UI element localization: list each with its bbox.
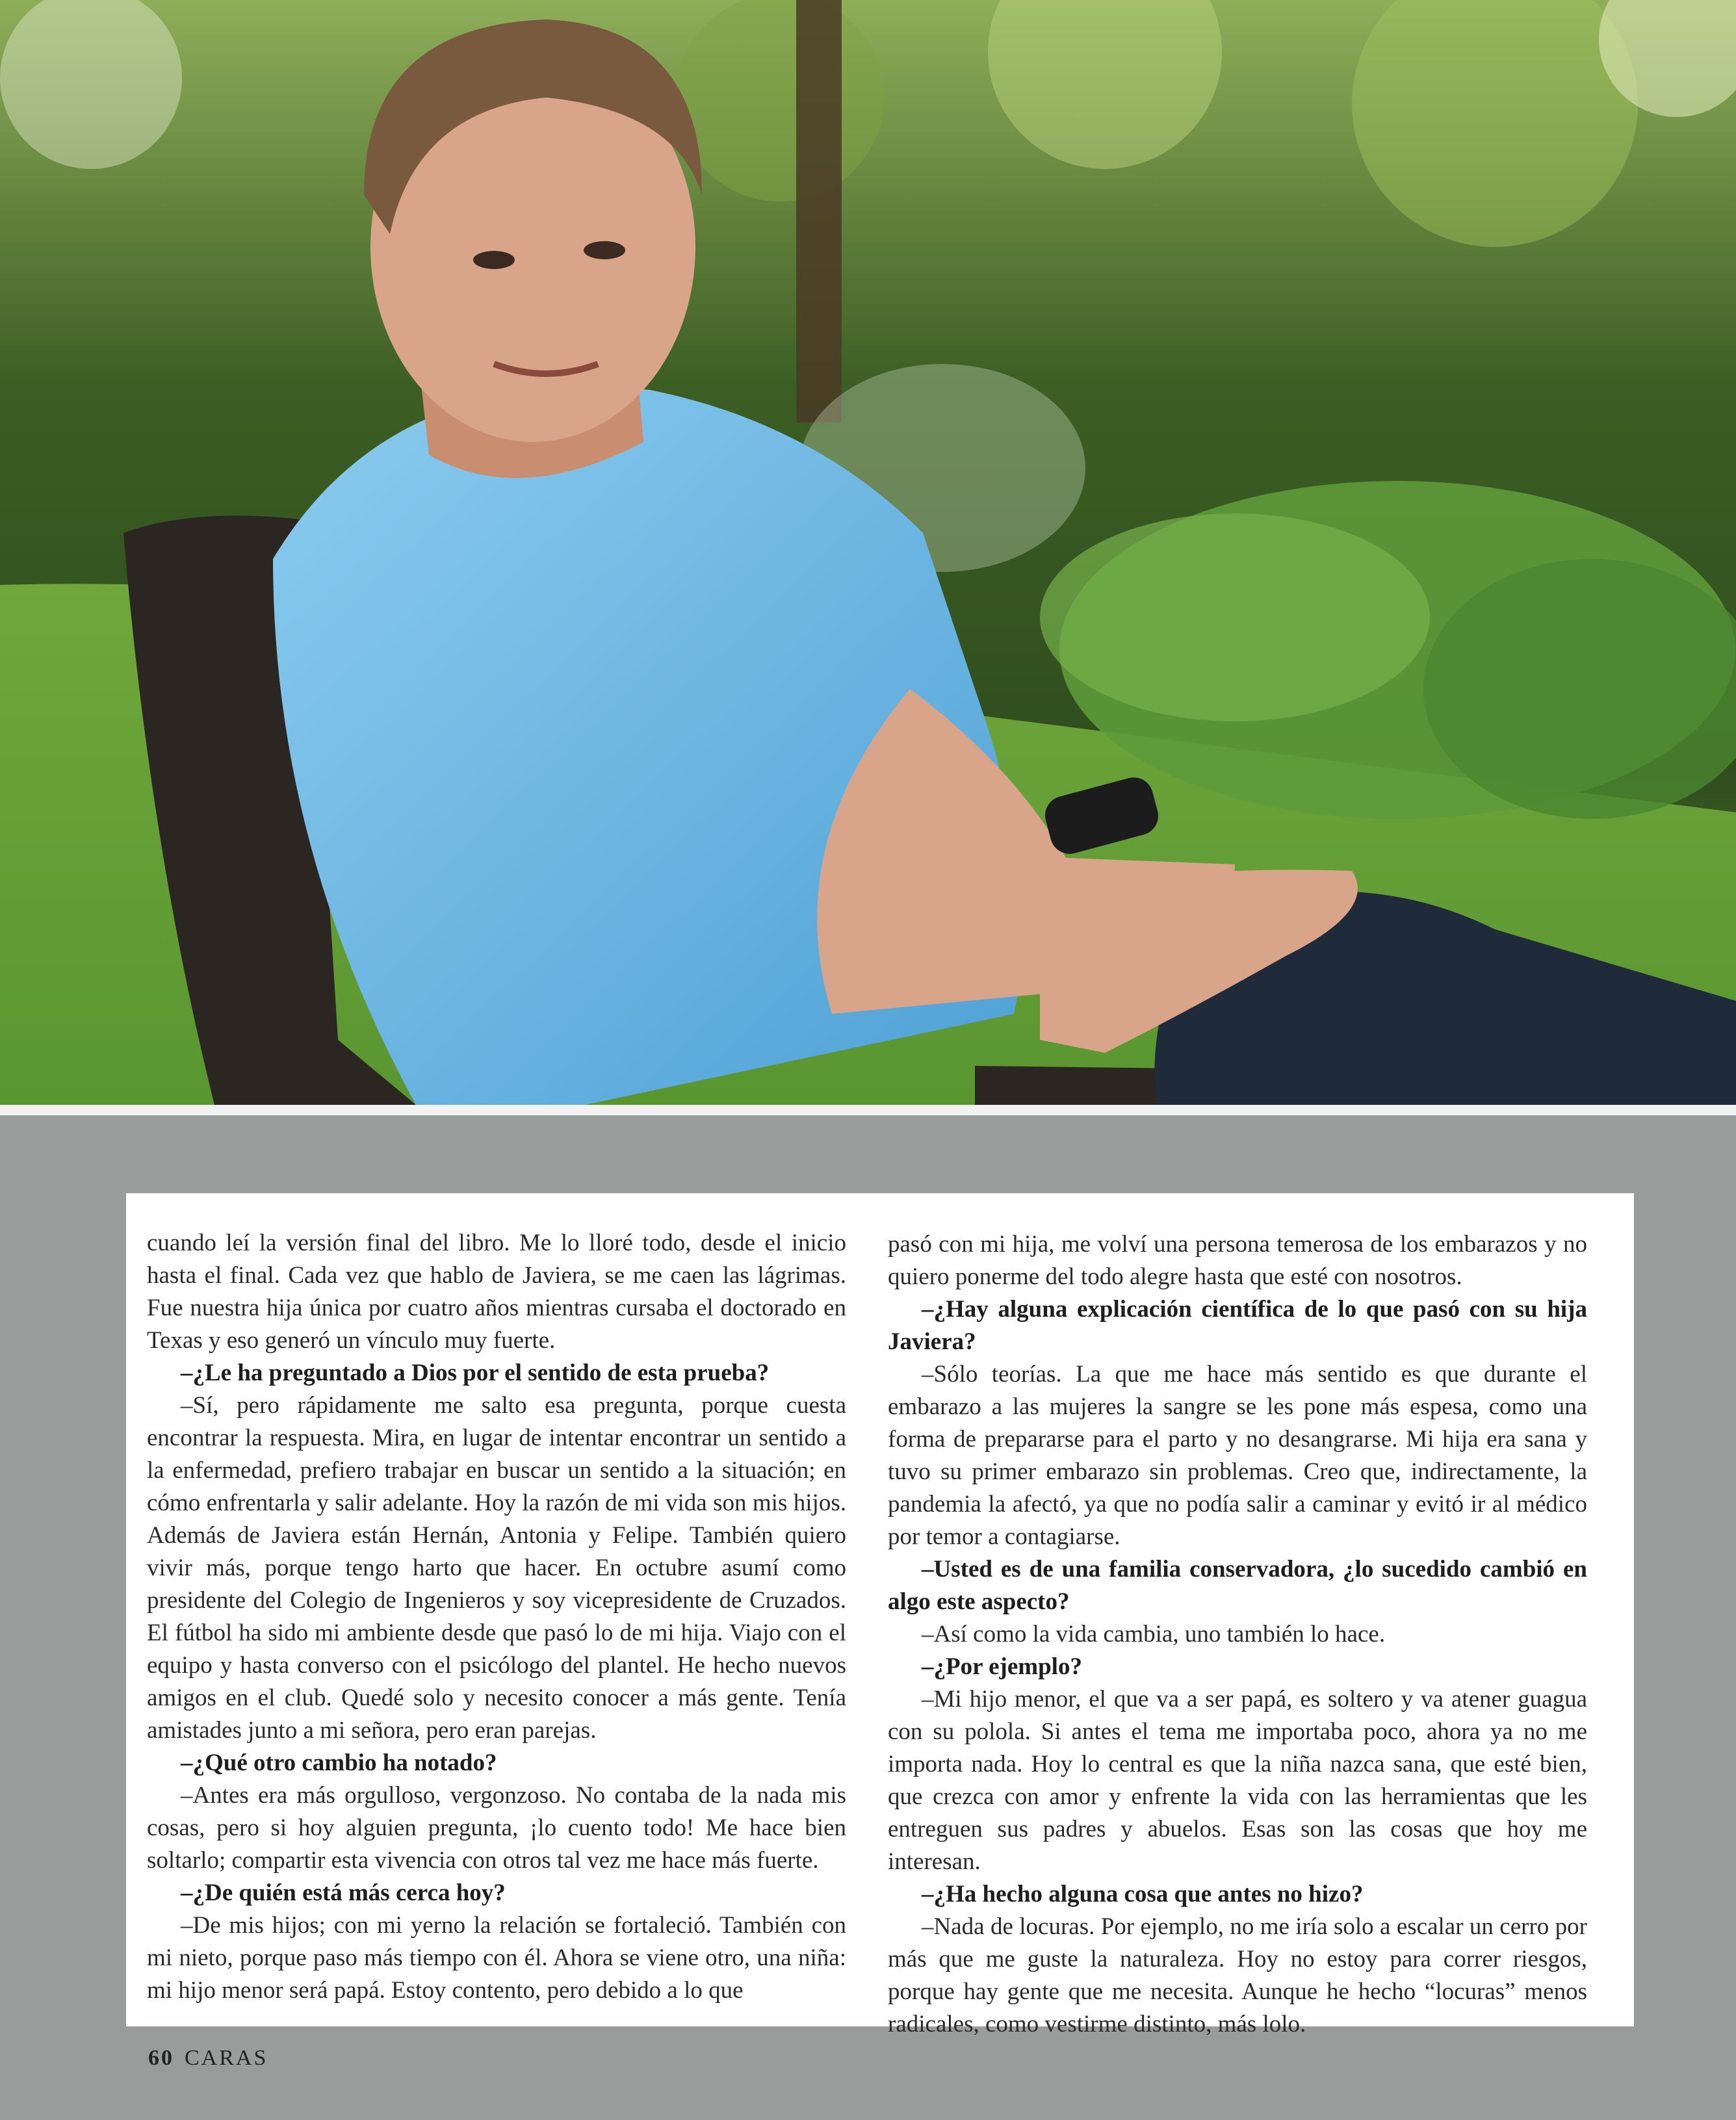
page-number: 60 xyxy=(148,2046,174,2070)
interview-answer: –Mi hijo menor, el que va a ser papá, es soltero y va atener guagua con su polola. Si antes el tema me importaba poco, ahora ya no me importa nada. Hoy lo central es que la niña nazca sana, que esté bien, que crezca con amor y enfrente la vida con las herramientas que les entreguen sus padres y abuelos. Esas son las cosas que hoy me interesan. xyxy=(888,1686,1587,1875)
article-text-box xyxy=(126,1193,1634,2037)
paragraph: pasó con mi hija, me volví una persona temerosa de los embarazos y no quiero ponerme del todo alegre hasta que esté con nosotros. xyxy=(888,1231,1587,1290)
interview-question: –¿De quién está más cerca hoy? xyxy=(181,1880,506,1906)
interview-answer: –De mis hijos; con mi yerno la relación se fortaleció. También con mi nieto, porque paso más tiempo con él. Ahora se viene otro, una niña: mi hijo menor será papá. Estoy contento, pero debido a lo que xyxy=(147,1912,846,2004)
interview-answer: –Antes era más orgulloso, vergonzoso. No contaba de la nada mis cosas, pero si hoy alguien pregunta, ¡lo cuento todo! Me hace bien soltarlo; compartir esta vivencia con otros tal vez me hace más fuerte. xyxy=(147,1782,846,1874)
right-column xyxy=(888,1228,1587,2041)
interview-answer: –Así como la vida cambia, uno también lo hace. xyxy=(922,1621,1386,1648)
left-column xyxy=(147,1227,846,2007)
page-folio xyxy=(148,2046,268,2071)
magazine-name: CARAS xyxy=(185,2046,268,2070)
interview-question: –¿Qué otro cambio ha notado? xyxy=(181,1750,497,1776)
interview-answer: –Sólo teorías. La que me hace más sentido es que durante el embarazo a las mujeres la sangre se les pone más espesa, como una forma de prepararse para el parto y no desangrarse. Mi hija era sana y tuvo su primer embarazo sin problemas. Creo que, indirectamente, la pandemia la afectó, ya que no podía salir a caminar y evitó ir al médico por temor a contagiarse. xyxy=(888,1361,1587,1550)
interview-answer: –Sí, pero rápidamente me salto esa pregunta, porque cuesta encontrar la respuesta. Mira, en lugar de intentar encontrar un sentido a la enfermedad, prefiero trabajar en buscar un sentido a la situación; en cómo enfrentarla y salir adelante. Hoy la razón de mi vida son mis hijos. Además de Javiera están Hernán, Antonia y Felipe. También quiero vivir más, porque tengo harto que hacer. En octubre asumí como presidente del Colegio de Ingenieros y soy vicepresidente de Cruzados. El fútbol ha sido mi ambiente desde que pasó lo de mi hija. Viajo con el equipo y hasta converso con el psicólogo del plantel. He hecho nuevos amigos en el club. Quedé solo y necesito conocer a más gente. Tenía amistades junto a mi señora, pero eran parejas. xyxy=(147,1392,846,1744)
interview-question: –¿Hay alguna explicación científica de lo que pasó con su hija Javiera? xyxy=(888,1296,1587,1355)
interview-question: –¿Le ha preguntado a Dios por el sentido de esta prueba? xyxy=(181,1360,770,1386)
interview-answer: –Nada de locuras. Por ejemplo, no me iría solo a escalar un cerro por más que me guste la naturaleza. Hoy no estoy para correr riesgos, porque hay gente que me necesita. Aunque he hecho “locuras” menos radicales, como vestirme distinto, más lolo. xyxy=(888,1913,1587,2037)
interview-question: –Usted es de una familia conservadora, ¿lo sucedido cambió en algo este aspecto? xyxy=(888,1556,1587,1615)
interview-question: –¿Ha hecho alguna cosa que antes no hizo? xyxy=(922,1881,1364,1907)
interview-question: –¿Por ejemplo? xyxy=(922,1653,1082,1680)
photo-border xyxy=(0,1105,1736,1115)
paragraph: cuando leí la versión final del libro. Me lo lloré todo, desde el inicio hasta el final. Cada vez que hablo de Javiera, se me caen las lágrimas. Fue nuestra hija única por cuatro años mientras cursaba el doctorado en Texas y eso generó un vínculo muy fuerte. xyxy=(147,1230,846,1354)
